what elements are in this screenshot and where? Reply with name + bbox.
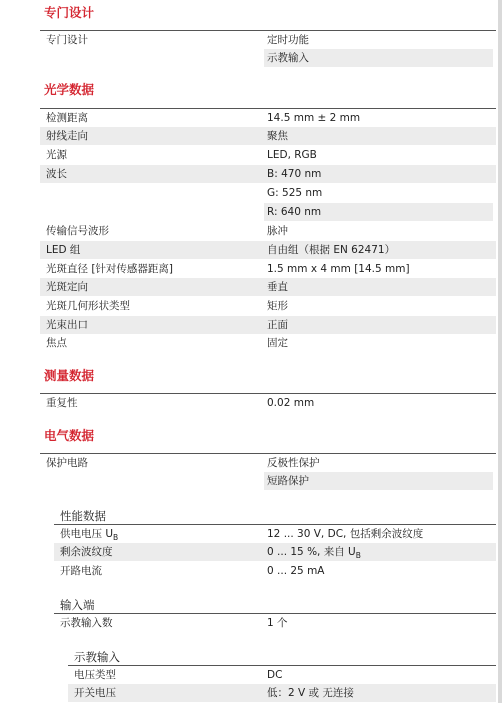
row-label: 射线走向 (46, 130, 88, 142)
row-label: 波长 (46, 168, 67, 180)
subsection-title-inputs: 输入端 (60, 598, 95, 612)
table-row (40, 278, 496, 296)
row-value: 1.5 mm x 4 mm [14.5 mm] (267, 263, 410, 275)
row-label: 开路电流 (60, 565, 102, 577)
table-row (40, 316, 496, 334)
subsection-title-performance: 性能数据 (60, 509, 106, 523)
table-row (54, 543, 496, 561)
row-value: 0.02 mm (267, 397, 315, 409)
row-value: R: 640 nm (264, 203, 493, 221)
row-value: 0 ... 25 mA (267, 565, 325, 577)
row-value: 矩形 (267, 300, 288, 312)
row-value: LED, RGB (267, 149, 317, 161)
table-row (40, 394, 496, 412)
table-row (40, 127, 496, 145)
row-value: 垂直 (264, 278, 493, 296)
row-value: 自由组（根据 EN 62471） (264, 241, 493, 259)
table-row (40, 165, 496, 183)
row-value: DC (267, 669, 283, 681)
table-row (40, 454, 496, 472)
table-row (40, 31, 496, 49)
table-row (40, 666, 496, 684)
table-row (40, 222, 496, 240)
row-value: 12 ... 30 V, DC, 包括剩余波纹度 (267, 528, 424, 540)
row-value: G: 525 nm (264, 184, 493, 202)
row-value: 聚焦 (264, 127, 493, 145)
row-label: 焦点 (46, 337, 67, 349)
table-row (40, 260, 496, 278)
table-row (40, 525, 496, 543)
row-value: 0 ... 15 %, 来自 $U_B$ (264, 543, 493, 561)
section-title-measure: 测量数据 (44, 368, 95, 383)
subsection-title-teach-input: 示教输入 (74, 650, 120, 664)
row-label: 光斑定向 (46, 281, 88, 293)
table-row (40, 562, 496, 580)
row-value: 示教输入 (264, 49, 493, 67)
row-value: 短路保护 (264, 472, 493, 490)
table-row (40, 146, 496, 164)
row-label: 供电电压 $U_B$ (60, 528, 119, 542)
row-label: 重复性 (46, 397, 78, 409)
table-row (40, 614, 496, 632)
table-row (40, 184, 496, 202)
table-row (68, 684, 496, 702)
row-value: 定时功能 (267, 34, 309, 46)
row-label: 光源 (46, 149, 67, 161)
row-label: 专门设计 (46, 34, 88, 46)
row-label: 剩余波纹度 (60, 546, 113, 558)
row-value: 14.5 mm ± 2 mm (267, 112, 361, 124)
table-row (40, 241, 496, 259)
row-label: 电压类型 (74, 669, 116, 681)
row-value: B: 470 nm (264, 165, 493, 183)
section-title-electrical: 电气数据 (44, 428, 95, 443)
row-label: 示教输入数 (60, 617, 113, 629)
section-title-optical: 光学数据 (44, 82, 95, 97)
row-label: 传输信号波形 (46, 225, 109, 237)
row-label: 光斑几何形状类型 (46, 300, 130, 312)
table-row (40, 49, 496, 67)
page-edge-strip (498, 0, 502, 703)
row-label: 光束出口 (46, 319, 88, 331)
row-value: 脉冲 (267, 225, 288, 237)
row-value: 反极性保护 (267, 457, 320, 469)
row-value: 固定 (267, 337, 288, 349)
section-title-special: 专门设计 (44, 5, 95, 20)
row-value: 低：2 V 或 无连接 (264, 684, 493, 702)
row-label: LED 组 (46, 244, 81, 256)
table-row (40, 297, 496, 315)
table-row (40, 203, 496, 221)
table-row (40, 334, 496, 352)
row-label: 保护电路 (46, 457, 88, 469)
table-row (40, 472, 496, 490)
table-row (40, 109, 496, 127)
row-label: 开关电压 (74, 687, 116, 699)
row-value: 正面 (264, 316, 493, 334)
row-label: 光斑直径 [针对传感器距离] (46, 263, 174, 275)
row-label: 检测距离 (46, 112, 88, 124)
row-value: 1 个 (267, 617, 288, 629)
